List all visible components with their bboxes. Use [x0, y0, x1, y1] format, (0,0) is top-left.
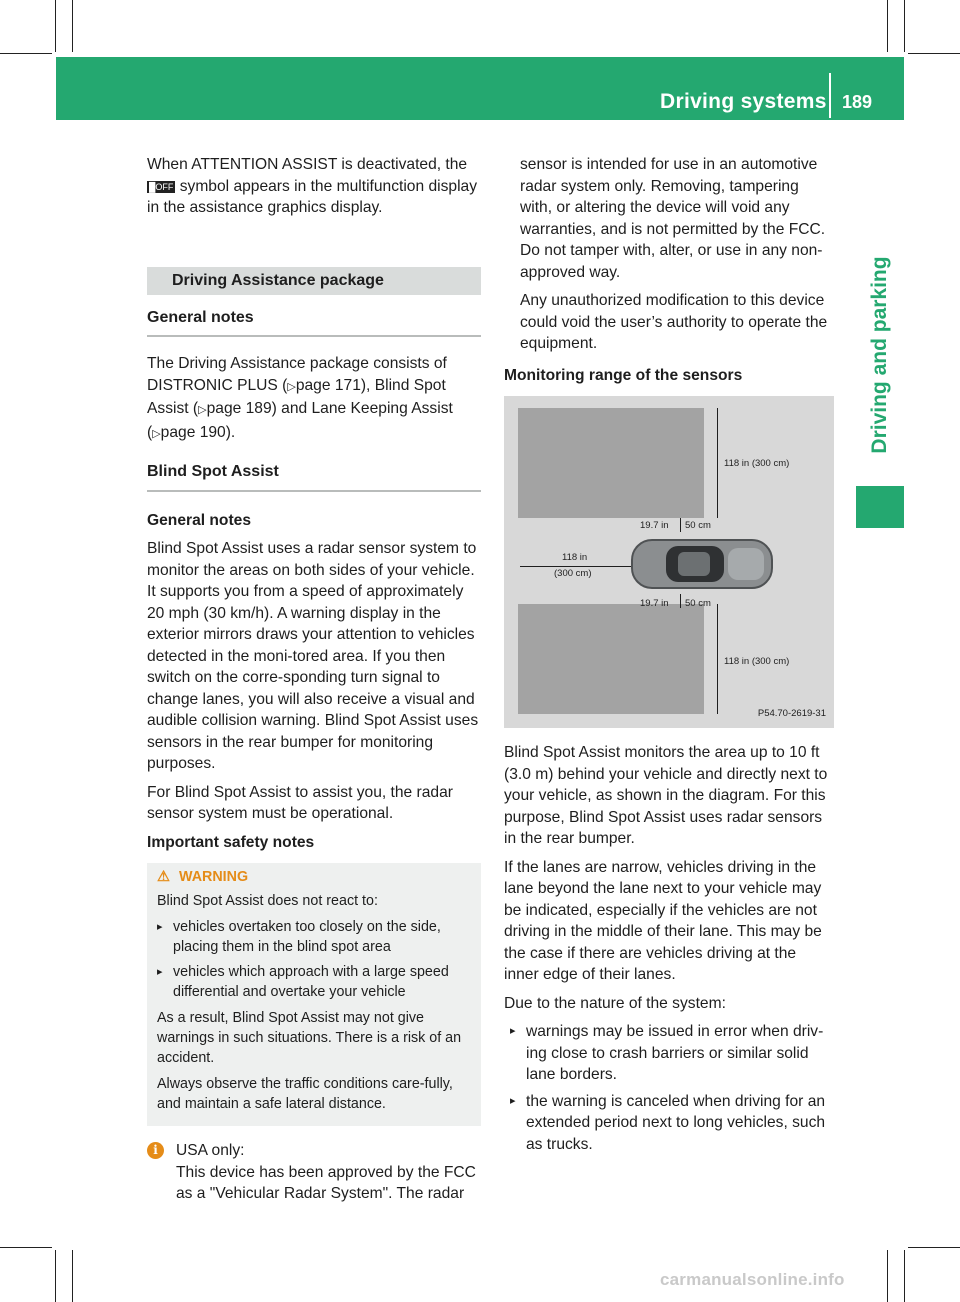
- right-column: [504, 154, 834, 1161]
- range-label-top: 118 in (300 cm): [724, 458, 790, 469]
- fcc-authority-paragraph: Any unauthorized modification to this device could void the user’s authority to operate the equipment.: [520, 292, 828, 352]
- page-number: 189: [842, 92, 873, 112]
- page-ref-arrow-icon: ▷: [198, 404, 207, 416]
- bsa-paragraph-1: Blind Spot Assist uses a radar sensor system to monitor the areas on both sides of your vehicle. It supports you from a speed of approximately 20 mph (30 km/h). A warning display in the exterior mirrors draws your attention to vehicles detected in the moni-tored area. If you then switch on the corre-sponding turn signal to change lanes, you will also receive a visual and audible collision warning. Blind Spot Assist uses sensors in the rear bumper for monitoring purposes.: [147, 540, 479, 772]
- crop-mark: [887, 0, 888, 52]
- monitoring-range-heading: Monitoring range of the sensors: [504, 366, 743, 384]
- page-ref-arrow-icon: ▷: [152, 427, 161, 440]
- side-gap-arrow-2: [680, 594, 681, 608]
- rear-range-label-cm: (300 cm): [554, 568, 592, 579]
- header-divider: [829, 73, 831, 118]
- crop-mark: [908, 53, 960, 54]
- crop-mark: [55, 1250, 56, 1302]
- rear-range-label-in: 118 in: [562, 552, 588, 563]
- side-gap-label-cm: 50 cm: [685, 520, 711, 531]
- monitoring-paragraph-3: Due to the nature of the system:: [504, 994, 726, 1012]
- figure-code: P54.70-2619-31: [757, 707, 826, 719]
- blind-spot-assist-heading: Blind Spot Assist: [147, 461, 481, 492]
- range-label-bottom: 118 in (300 cm): [724, 656, 790, 667]
- range-arrow-bottom: [717, 604, 718, 714]
- crop-mark: [887, 1250, 888, 1302]
- monitoring-paragraph-1: Blind Spot Assist monitors the area up to 10 ft (3.0 m) behind your vehicle and directly next to your vehicle, as shown in the diagram. For this purpose, Blind Spot Assist uses radar sensors in the rear bumper.: [504, 744, 828, 847]
- monitoring-range-diagram: [504, 396, 834, 728]
- package-paragraph: The Driving Assistance package consists of DISTRONIC PLUS (▷page 171), Blind Spot Assist (▷page 189) and Lane Keeping Assist (▷page 190).: [147, 355, 453, 441]
- warning-box: [147, 863, 481, 1126]
- crop-mark: [0, 1247, 52, 1248]
- crop-mark: [72, 1250, 73, 1302]
- safety-notes-heading: Important safety notes: [147, 833, 315, 851]
- monitoring-paragraph-2: If the lanes are narrow, vehicles driving in the lane beyond the lane next to your vehicle may be indicated, especially if the vehicles are not driving in the middle of their lane. This may be the case if there are vehicles driving at the inner edge of their lanes.: [504, 858, 822, 983]
- bsa-paragraph-2: For Blind Spot Assist to assist you, the radar sensor system must be operational.: [147, 783, 453, 822]
- vehicle-hood: [728, 548, 764, 580]
- intro-paragraph: When ATTENTION ASSIST is deactivated, the █OFF symbol appears in the multifunction display in the assistance graphics display.: [147, 156, 478, 216]
- list-item: ▸ vehicles which approach with a large speed differential and overtake your vehicle: [157, 962, 473, 1002]
- side-gap-label-in-2: 19.7 in: [640, 598, 669, 609]
- range-arrow-top: [717, 408, 718, 518]
- info-note-heading: i USA only:: [147, 1140, 481, 1162]
- right-monitoring-zone: [518, 604, 704, 714]
- warning-paragraph-1: As a result, Blind Spot Assist may not give warnings in such situations. There is a risk of an accident.: [157, 1010, 462, 1066]
- warning-title: ⚠ WARNING: [157, 869, 249, 885]
- crop-mark: [72, 0, 73, 52]
- general-notes-heading: General notes: [147, 307, 481, 338]
- side-gap-label-cm-2: 50 cm: [685, 598, 711, 609]
- crop-mark: [904, 1250, 905, 1302]
- crop-mark: [904, 0, 905, 52]
- side-gap-label-in: 19.7 in: [640, 520, 669, 531]
- page-ref-arrow-icon: ▷: [287, 380, 296, 393]
- fcc-continued-paragraph: sensor is intended for use in an automotive radar system only. Removing, tampering with, or altering the device will void any warranties, and is not permitted by the FCC. Do not tamper with, alter, or use in any non-approved way.: [520, 156, 826, 281]
- crop-mark: [55, 0, 56, 52]
- info-icon: i: [147, 1142, 164, 1159]
- page-title: Driving systems: [660, 90, 827, 113]
- list-item: ▸ vehicles overtaken too closely on the side, placing them in the blind spot area: [157, 917, 473, 957]
- vehicle-roof: [678, 552, 710, 576]
- warning-paragraph-2: Always observe the traffic conditions care-fully, and maintain a safe lateral distance.: [157, 1076, 453, 1112]
- attention-assist-off-icon: █OFF: [149, 181, 174, 192]
- side-gap-arrow: [680, 518, 681, 532]
- crop-mark: [0, 53, 52, 54]
- warning-intro: Blind Spot Assist does not react to:: [157, 893, 378, 909]
- system-notes-list: [504, 1021, 834, 1155]
- info-note-text: This device has been approved by the FCC as a "Vehicular Radar System". The radar: [176, 1163, 476, 1202]
- section-band-title: Driving Assistance package: [147, 267, 481, 295]
- vehicle-top-view: [630, 534, 776, 594]
- rear-range-arrow: [520, 566, 632, 567]
- side-tab-marker: [856, 486, 904, 528]
- left-column: [147, 154, 481, 1205]
- list-item: ▸ the warning is canceled when driving for an extended period next to long vehicles, such as trucks.: [510, 1091, 834, 1156]
- crop-mark: [908, 1247, 960, 1248]
- side-tab-label: Driving and parking: [868, 256, 891, 454]
- warning-triangle-icon: ⚠: [157, 869, 170, 885]
- watermark: carmanualsonline.info: [660, 1270, 845, 1289]
- list-item: ▸ warnings may be issued in error when driv-ing close to crash barriers or similar solid lane borders.: [510, 1021, 834, 1086]
- bsa-general-notes-heading: General notes: [147, 511, 251, 529]
- warning-list: [157, 917, 473, 1002]
- left-monitoring-zone: [518, 408, 704, 518]
